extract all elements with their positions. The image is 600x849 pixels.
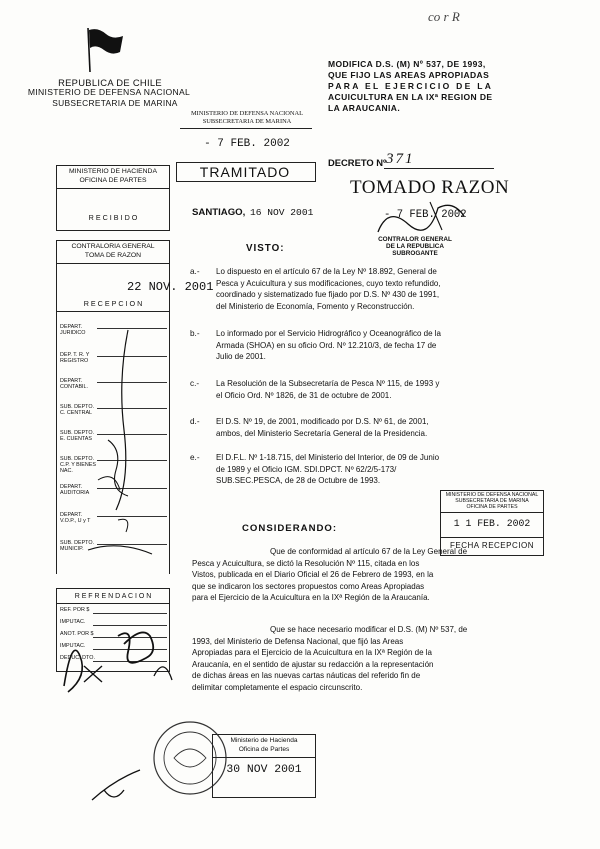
visto-marker: d.- bbox=[190, 417, 200, 426]
visto-line: del Ministerio de Economía, Fomento y Reconstrucción. bbox=[216, 301, 415, 311]
visto-item-d bbox=[216, 416, 516, 439]
visto-item-b bbox=[216, 328, 516, 363]
routing-row: SUB. DEPTO. C.P. Y BIENES NAC. bbox=[60, 456, 96, 474]
stamp-fecha-word: FECHA RECEPCION bbox=[450, 541, 534, 550]
visto-marker: e.- bbox=[190, 453, 200, 462]
visto-line: coordinado y sistematizado fue fijado por D.S. Nº 430 de 1991, bbox=[216, 290, 440, 300]
decreto-number: 371 bbox=[386, 151, 415, 167]
stamp-contraloria-word: R E C E P C I O N bbox=[83, 299, 143, 308]
considerando-line: de dichas áreas en las nuevas cartas náuticas del referido fin de bbox=[192, 671, 421, 681]
considerando-line: Pesca y Acuicultura, se dictó la Resolución Nº 115, citada en los bbox=[192, 558, 420, 568]
routing-row: DEPART. JURIDICO bbox=[60, 324, 86, 336]
considerando-line: Vistos, publicada en el Diario Oficial el 26 de Febrero de 1993, en la bbox=[192, 570, 434, 580]
stamp-contraloria-date: 22 NOV. 2001 bbox=[127, 280, 214, 294]
flag-emblem-icon bbox=[68, 24, 128, 74]
tomado-razon-title: TOMADO RAZON bbox=[350, 177, 510, 198]
subject-line: QUE FIJO LAS AREAS APROPIADAS bbox=[328, 70, 490, 80]
stamp-bottom bbox=[212, 734, 316, 798]
visto-line: Lo dispuesto en el artículo 67 de la Ley Nº 18.892, General de bbox=[216, 267, 437, 276]
refrendacion-row: DEDUC. DTO. bbox=[60, 655, 95, 661]
corner-note: co r R bbox=[428, 9, 460, 24]
visto-item-e bbox=[216, 452, 516, 487]
visto-line: de 1989 y el Oficio IGM. SDI.DPCT. Nº 62/2/5-173/ bbox=[216, 464, 397, 474]
refrendacion-row: IMPUTAC. bbox=[60, 643, 86, 649]
considerando-para-2 bbox=[192, 624, 522, 694]
visto-line: El D.F.L. Nº 1-18.715, del Ministerio del Interior, de 09 de Junio bbox=[216, 453, 440, 462]
stamp-contraloria-line1: CONTRALORIA GENERAL bbox=[71, 243, 155, 250]
contralor-line3: SUBROGANTE bbox=[392, 250, 438, 257]
header-republica: REPUBLICA DE CHILE bbox=[58, 77, 162, 88]
visto-line: El D.S. Nº 19, de 2001, modificado por D.S. Nº 61, de 2001, bbox=[216, 417, 429, 426]
stamp-tramitado-date: - 7 FEB. 2002 bbox=[204, 138, 290, 150]
refrendacion-row: ANOT. POR $ bbox=[60, 631, 94, 637]
visto-line: el Oficio Ord. Nº 1826, de 31 de octubre de 2001. bbox=[216, 390, 392, 400]
stamp-tramitado-word: TRAMITADO bbox=[199, 164, 291, 180]
contralor-signature-icon bbox=[368, 196, 478, 236]
stamp-hacienda-line1: MINISTERIO DE HACIENDA bbox=[69, 168, 157, 175]
visto-marker: b.- bbox=[190, 329, 200, 338]
routing-row: DEP. T. R. Y REGISTRO bbox=[60, 352, 90, 364]
visto-item-c bbox=[216, 378, 516, 401]
stamp-fecha-date: 1 1 FEB. 2002 bbox=[453, 518, 531, 529]
visto-line: Armada (SHOA) en su oficio Ord. Nº 12.210/3, de fecha 17 de bbox=[216, 340, 437, 350]
visto-line: Julio de 2001. bbox=[216, 352, 266, 362]
stamp-bottom-line2: Oficina de Partes bbox=[238, 746, 290, 753]
stamp-hacienda-line2: OFICINA DE PARTES bbox=[79, 177, 147, 184]
stamp-hacienda-word: R E C I B I D O bbox=[88, 213, 138, 222]
considerando-line: Que de conformidad al artículo 67 de la Ley General de bbox=[270, 547, 468, 556]
considerando-line: Apropiadas para el Ejercicio de la Acuicultura en la IXª Región de la bbox=[192, 648, 432, 658]
routing-row: SUB. DEPTO. MUNICIP. bbox=[60, 540, 95, 552]
refrendacion-title: R E F R E N D A C I O N bbox=[74, 593, 152, 600]
considerando-line: Que se hace necesario modificar el D.S. (M) Nº 537, de bbox=[270, 625, 468, 634]
stamp-tramitado bbox=[176, 108, 312, 180]
considerando-line: delimitar completamente el espacio circunscrito. bbox=[192, 682, 363, 692]
visto-line: Pesca y Acuicultura y sus modificaciones, cuyo texto refundido, bbox=[216, 278, 441, 288]
decree-subject bbox=[328, 60, 533, 115]
contralor-line2: DE LA REPUBLICA bbox=[386, 243, 444, 250]
visto-line: La Resolución de la Subsecretaría de Pesca Nº 115, de 1993 y bbox=[216, 379, 440, 388]
routing-signature-icon bbox=[58, 320, 168, 580]
stamp-fecha-line2: SUBSECRETARIA DE MARINA bbox=[455, 498, 529, 504]
visto-line: Lo informado por el Servicio Hidrográfico y Oceanográfico de la bbox=[216, 329, 442, 338]
visto-line: ambos, del Ministerio Secretaría General de la Presidencia. bbox=[216, 428, 428, 438]
contralor-line1: CONTRALOR GENERAL bbox=[378, 236, 452, 243]
place-date: 16 NOV 2001 bbox=[250, 207, 314, 218]
initials-signature-icon bbox=[54, 596, 184, 696]
stamp-contraloria-line2: TOMA DE RAZON bbox=[84, 252, 142, 259]
stamp-fecha-line1: MINISTERIO DE DEFENSA NACIONAL bbox=[445, 492, 539, 498]
subject-line: ACUICULTURA EN LA IXª REGION DE bbox=[328, 92, 493, 102]
visto-title: VISTO: bbox=[246, 243, 285, 254]
considerando-title: CONSIDERANDO: bbox=[242, 523, 338, 534]
place-city: SANTIAGO, bbox=[192, 207, 246, 218]
stamp-bottom-line1: Ministerio de Hacienda bbox=[230, 737, 298, 744]
visto-marker: a.- bbox=[190, 267, 200, 276]
decreto-underline bbox=[384, 168, 494, 169]
stamp-hacienda bbox=[56, 165, 170, 231]
stamp-tramitado-line2: SUBSECRETARIA DE MARINA bbox=[202, 118, 292, 125]
considerando-line: Araucanía, en el sentido de ajustar su redacción a la representación bbox=[192, 659, 434, 669]
refrendacion-row: REF. POR $ bbox=[60, 607, 90, 613]
considerando-para-1 bbox=[192, 546, 522, 604]
subject-line: LA ARAUCANIA. bbox=[328, 103, 401, 113]
considerando-line: para el Ejercicio de la Acuicultura en la IXª Región de la Araucanía. bbox=[192, 593, 430, 603]
header-ministerio: MINISTERIO DE DEFENSA NACIONAL bbox=[27, 87, 191, 97]
routing-row: DEPART. V.O.P., U y T bbox=[60, 512, 91, 524]
refrendacion-row: IMPUTAC. bbox=[60, 619, 86, 625]
bottom-left-signature-icon bbox=[84, 760, 154, 820]
tomado-razon-date: - 7 FEB. 2002 bbox=[384, 209, 467, 221]
decreto-label: DECRETO Nº bbox=[328, 157, 387, 168]
routing-row: DEPART. AUDITORIA bbox=[60, 484, 90, 496]
visto-marker: c.- bbox=[190, 379, 200, 388]
stamp-tramitado-line1: MINISTERIO DE DEFENSA NACIONAL bbox=[190, 110, 303, 117]
routing-row: DEPART. CONTABIL. bbox=[60, 378, 89, 390]
routing-row: SUB. DEPTO. C. CENTRAL bbox=[60, 404, 95, 416]
routing-row: SUB. DEPTO. E. CUENTAS bbox=[60, 430, 95, 442]
visto-line: SUB.SEC.PESCA, de 28 de Octubre de 1993. bbox=[216, 476, 381, 486]
considerando-line: que se indicaron los sectores propuestos como Areas Apropiadas bbox=[192, 581, 425, 591]
subject-line: MODIFICA D.S. (M) Nº 537, DE 1993, bbox=[328, 59, 486, 69]
subject-line: PARA EL EJERCICIO DE LA bbox=[328, 81, 494, 91]
stamp-bottom-date: 30 NOV 2001 bbox=[226, 764, 302, 776]
stamp-fecha-line3: OFICINA DE PARTES bbox=[466, 504, 518, 510]
stamp-contraloria bbox=[56, 240, 214, 312]
considerando-line: 1993, del Ministerio de Defensa Nacional, que fijó las Areas bbox=[192, 636, 404, 646]
header-subsecretaria: SUBSECRETARIA DE MARINA bbox=[52, 98, 178, 108]
visto-item-a bbox=[216, 266, 516, 312]
